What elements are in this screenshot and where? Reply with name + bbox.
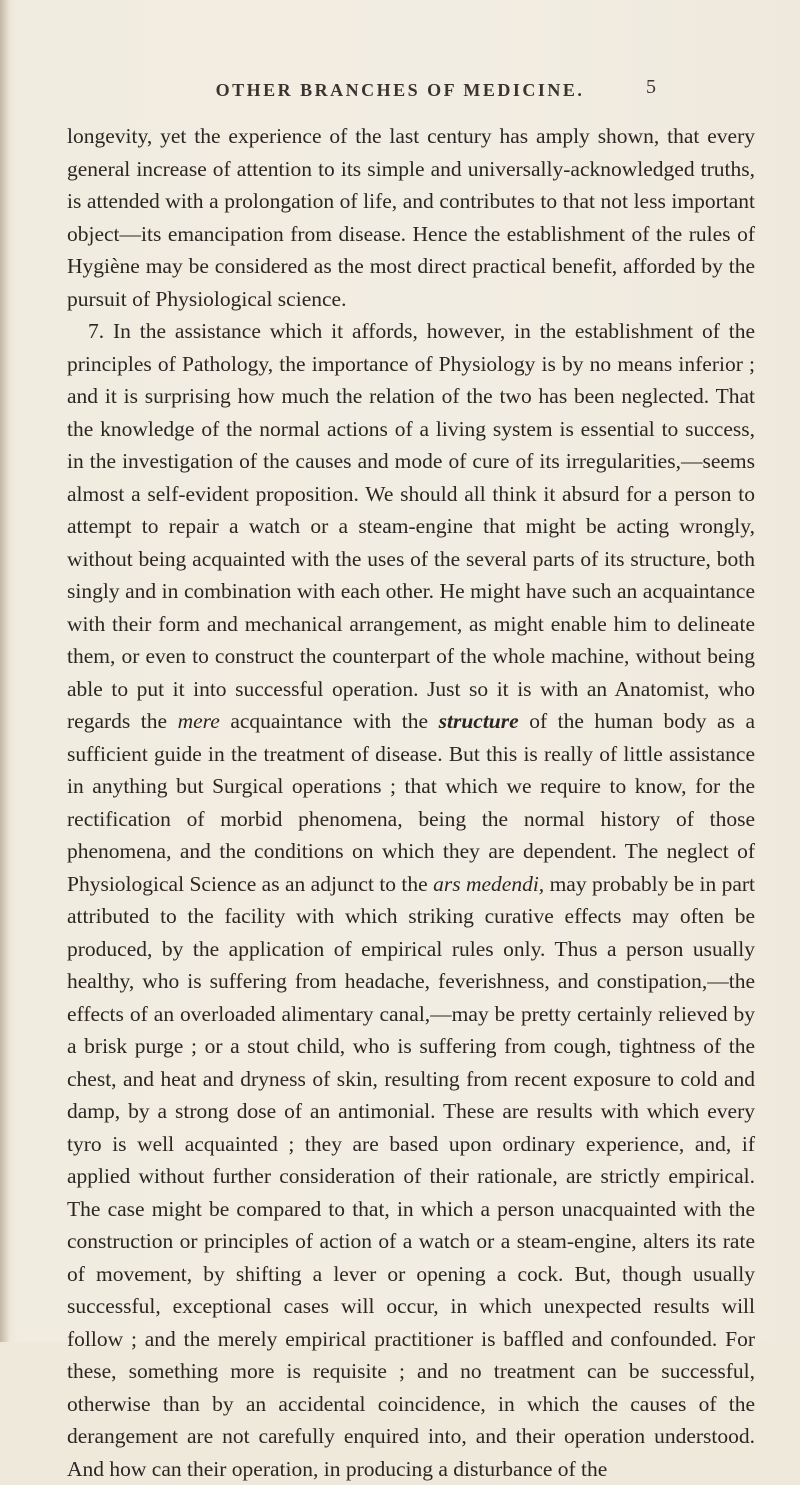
paragraph-7-text-3: of the human body as a sufficient guide in the treatment of disease. But this is really of little assistance in anything but Surgical operations ; that which we require to know, for the rectification of morbid phenomena, being the normal history of those phenomena, and the conditions on which they are dependent. The neglect of Physiological Science as an adjunct to the [67,709,755,896]
running-head: OTHER BRANCHES OF MEDICINE. [215,80,585,100]
paragraph-7-text-1: 7. In the assistance which it affords, however, in the establishment of the principles of Pathology, the importance of Physiology is by no means inferior ; and it is surprising how much the relation of the two has been neglected. That the knowledge of the normal actions of a living system is essential to success, in the investigation of the causes and mode of cure of its irregularities,—seems almost a self-evident proposition. We should all think it absurd for a person to attempt to repair a watch or a steam-engine that might be acting wrongly, without being acquainted with the uses of the several parts of its structure, both singly and in combination with each other. He might have such an acquaintance with their form and mechanical arrangement, as might enable him to delineate them, or even to construct the counterpart of the whole machine, without being able to put it into successful operation. Just so it is with an Anatomist, who regards the [67,319,755,733]
spine-shadow [0,0,10,1342]
paragraph-7 [67,315,755,1485]
italic-ars-medendi: ars medendi, [433,871,545,896]
italic-structure: structure [438,709,519,733]
italic-mere: mere [177,709,220,733]
paragraph-7-text-4: may probably be in part attributed to the facility with which striking curative effects may often be produced, by the application of empirical rules only. Thus a person usually healthy, who is suffering from headache, feverishness, and constipation,—the effects of an overloaded alimentary canal,—may be pretty certainly relieved by a brisk purge ; or a stout child, who is suffering from cough, tightness of the chest, and heat and dryness of skin, resulting from recent exposure to cold and damp, by a strong dose of an antimonial. These are results with which every tyro is well acquainted ; they are based upon ordinary experience, and, if applied without further consideration of their rationale, are strictly empirical. The case might be compared to that, in which a person unacquainted with the construction or principles of action of a watch or a steam-engine, alters its rate of movement, by shifting a lever or opening a cock. But, though usually successful, exceptional cases will occur, in which unexpected results will follow ; and the merely empirical practitioner is baffled and confounded. For these, something more is requisite ; and no treatment can be successful, otherwise than by an accidental coincidence, in which the causes of the derangement are not carefully enquired into, and their operation understood. And how can their operation, in producing a disturbance of the [67,871,756,1481]
paragraph-continuation: longevity, yet the experience of the last century has amply shown, that every general increase of attention to its simple and universally-acknowledged truths, is attended with a prolongation of life, and contributes to that not less important object—its emancipation from disease. Hence the establishment of the rules of Hygiène may be considered as the most direct practical benefit, afforded by the pursuit of Physiological science. [67,124,755,311]
body-text [67,120,755,1485]
page-number: 5 [646,76,656,98]
paragraph-7-text-2: acquaintance with the [219,709,439,733]
